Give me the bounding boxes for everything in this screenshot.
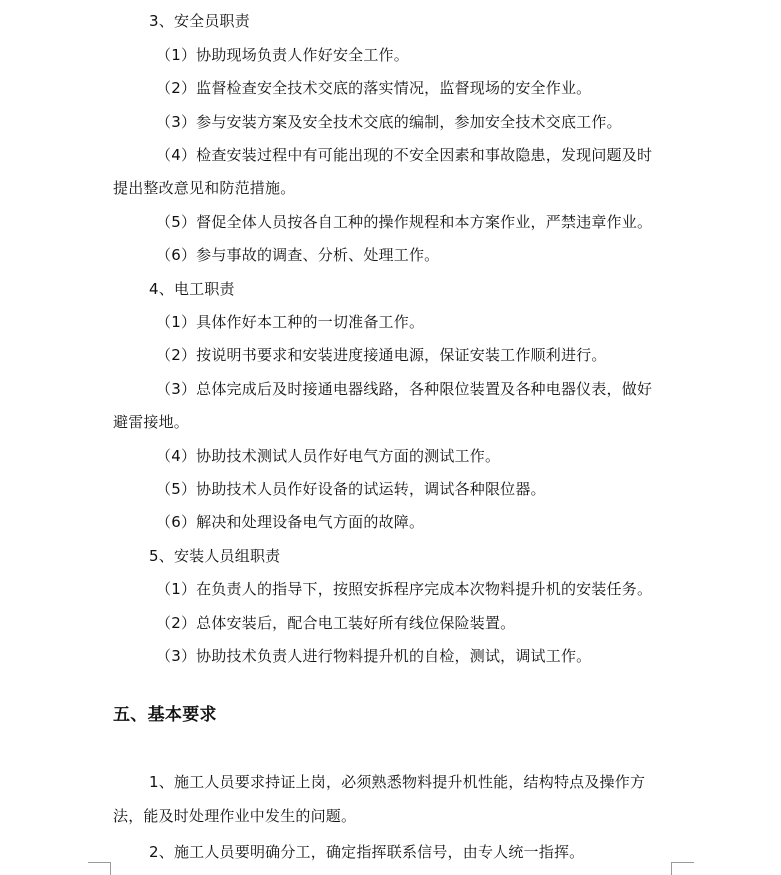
- paragraph-line: （3）协助技术负责人进行物料提升机的自检，测试，调试工作。: [156, 647, 592, 665]
- paragraph-line: （2）监督检查安全技术交底的落实情况，监督现场的安全作业。: [156, 79, 592, 97]
- subsection-title-installers: 5、安装人员组职责: [149, 547, 281, 565]
- page-corner-mark-right: [671, 862, 694, 875]
- paragraph-line: （3）参与安装方案及安全技术交底的编制，参加安全技术交底工作。: [156, 113, 622, 131]
- page-corner-mark-left: [88, 862, 111, 875]
- requirement-line-continuation: 法，能及时处理作业中发生的问题。: [113, 807, 357, 825]
- paragraph-line: （5）协助技术人员作好设备的试运转，调试各种限位器。: [156, 480, 546, 498]
- paragraph-line-continuation: 提出整改意见和防范措施。: [113, 179, 296, 197]
- paragraph-line: （4）协助技术测试人员作好电气方面的测试工作。: [156, 447, 501, 465]
- subsection-title-safety-officer: 3、安全员职责: [149, 12, 250, 30]
- paragraph-line: （1）协助现场负责人作好安全工作。: [156, 46, 409, 64]
- section-heading: 五、基本要求: [113, 705, 217, 725]
- paragraph-line: （6）解决和处理设备电气方面的故障。: [156, 513, 425, 531]
- requirement-line: 1、施工人员要求持证上岗，必须熟悉物料提升机性能，结构特点及操作方: [149, 773, 646, 791]
- paragraph-line: （2）总体安装后，配合电工装好所有线位保险装置。: [156, 614, 516, 632]
- paragraph-line: （1）在负责人的指导下，按照安拆程序完成本次物料提升机的安装任务。: [156, 580, 653, 598]
- paragraph-line-continuation: 避雷接地。: [113, 413, 190, 431]
- requirement-line: 2、施工人员要明确分工，确定指挥联系信号，由专人统一指挥。: [149, 843, 585, 861]
- paragraph-line: （3）总体完成后及时接通电器线路，各种限位装置及各种电器仪表，做好: [156, 380, 653, 398]
- paragraph-line: （4）检查安装过程中有可能出现的不安全因素和事故隐患，发现问题及时: [156, 146, 653, 164]
- paragraph-line: （6）参与事故的调查、分析、处理工作。: [156, 246, 440, 264]
- subsection-title-electrician: 4、电工职责: [149, 280, 235, 298]
- paragraph-line: （2）按说明书要求和安装进度接通电源，保证安装工作顺利进行。: [156, 346, 607, 364]
- paragraph-line: （5）督促全体人员按各自工种的操作规程和本方案作业，严禁违章作业。: [156, 213, 653, 231]
- paragraph-line: （1）具体作好本工种的一切准备工作。: [156, 313, 425, 331]
